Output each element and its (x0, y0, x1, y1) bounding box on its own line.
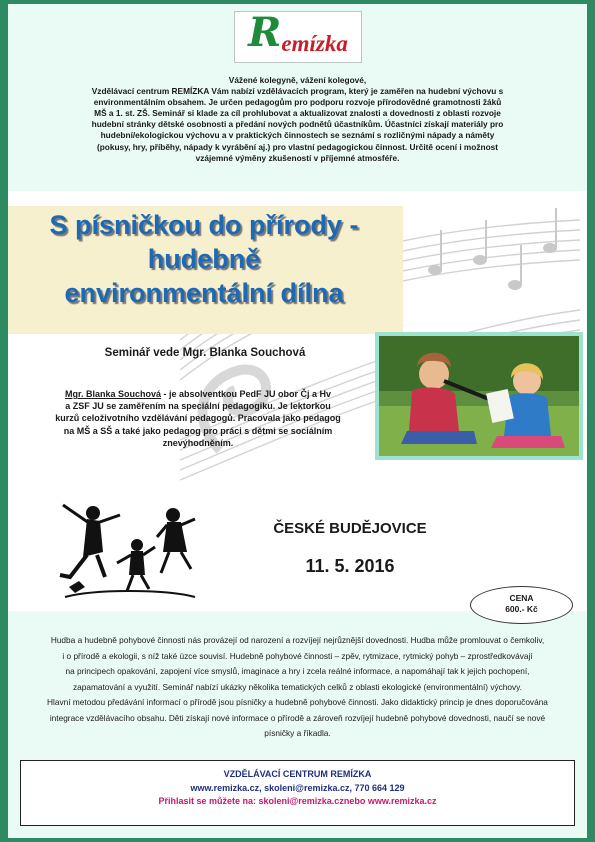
bio-line: na MŠ a SŠ a také jako pedagog pro práci s dětmi se sociálním (63, 425, 333, 436)
price-badge (470, 586, 573, 624)
description-line: Hlavní metodou předávání informací o přírodě jsou písničky a hudebně pohybové činnosti. Jako didaktický princip je dnes doporučována (47, 697, 548, 707)
seminar-title (14, 208, 394, 310)
intro-paragraph (18, 75, 577, 164)
contact-organization: VZDĚLÁVACÍ CENTRUM REMÍZKA (223, 769, 372, 779)
event-city: ČESKÉ BUDĚJOVICE (273, 520, 427, 537)
intro-line: (pokusy, hry, příběhy, nápady k vyrábění aj.) pro vlastní pedagogickou činnost. Určitě ocení i možnost (96, 141, 499, 152)
description-line: integrace vzdělávacího obsahu. Děti získají nové informace o přírodě a zároveň rozvíjejí hudebně pohybové dovednosti, naučí se nové (49, 712, 546, 723)
description-line: i o přírodě a ekologii, s níž také úzce souvisí. Hudebně pohybové činnosti – zpěv, rytmizace, rytmický pohyb – zprostředkovávají (62, 650, 533, 661)
bio-line: znevýhodněním. (162, 437, 234, 448)
description-line: písničky a říkadla. (264, 728, 331, 738)
title-line: hudebně (147, 244, 261, 274)
description-line: na principech opakování, zapojení více smyslů, imaginace a hry i zcela reálné informace, a napomáhají tak k jejich pochopení, (65, 666, 530, 676)
lecturer-name: Mgr. Blanka Souchová (64, 389, 161, 399)
seminar-description (14, 633, 581, 742)
contact-details-link[interactable]: www.remizka.cz, skoleni@remizka.cz, 770 664 129 (190, 782, 405, 793)
seminar-leader: Seminář vede Mgr. Blanka Souchová (104, 347, 306, 359)
price-label: CENA (509, 593, 534, 603)
description-line: Hudba a hudebně pohybové činnosti nás provázejí od narození a rozvíjejí nejrůznější dovednosti. Hudba může promlouvat o čemkoliv, (50, 635, 545, 645)
event-date: 11. 5. 2016 (305, 556, 395, 576)
dancing-children-silhouette (45, 497, 215, 607)
bio-line: - je absolventkou PedF JU obor Čj a Hv (160, 389, 332, 399)
logo-initial: R (248, 9, 282, 56)
intro-line: environmentálním obsahem. Je určen pedagogům pro podporu rozvoje přírodovědné gramotnosti žáků (93, 97, 502, 108)
intro-line: vzájemné výměny zkušeností v příjemné atmosféře. (195, 152, 400, 163)
intro-line: Vzdělávací centrum REMÍZKA Vám nabízí vzdělávacích program, který je zaměřen na hudební výchovu s (91, 86, 504, 97)
bio-line: kurzů celoživotního vzdělávání pedagogů. Pracovala jako pedagog (55, 413, 341, 424)
intro-line: Vážené kolegyně, vážení kolegové, (228, 75, 367, 85)
remizka-logo (234, 11, 362, 63)
logo-text: emízka (281, 30, 348, 56)
lecturer-bio (18, 388, 378, 449)
intro-line: MŠ a 1. st. ZŠ. Seminář si klade za cíl prohlubovat a aktualizovat znalosti a dovednosti z oblasti rozvoje (94, 108, 501, 119)
intro-line: hudební/ekologickou výchovu a v praktických činnostech se seznámí s rozličnými nápady a náměty (100, 130, 495, 141)
bio-line: a ZSF JU se zaměřením na speciální pedagogiku. Je lektorkou (65, 401, 331, 412)
children-music-photo (379, 336, 579, 456)
intro-line: hudební stránky dětské osobnosti a předání nových podnětů účastníkům. Účastníci získají materiály pro (91, 119, 504, 130)
title-line: S písničkou do přírody - (49, 210, 359, 240)
description-line: zapamatování a využití. Seminář nabízí ukázky několika tematických celků z oblasti ekologické (environmentální) výchovy. (72, 681, 522, 692)
contact-box (20, 760, 575, 826)
registration-link[interactable]: Přihlasit se můžete na: skoleni@remizka.cznebo www.remizka.cz (158, 796, 437, 806)
price-value: 600.- Kč (505, 604, 538, 614)
children-photo-frame (375, 332, 583, 460)
title-line: environmentální dílna (64, 278, 344, 308)
